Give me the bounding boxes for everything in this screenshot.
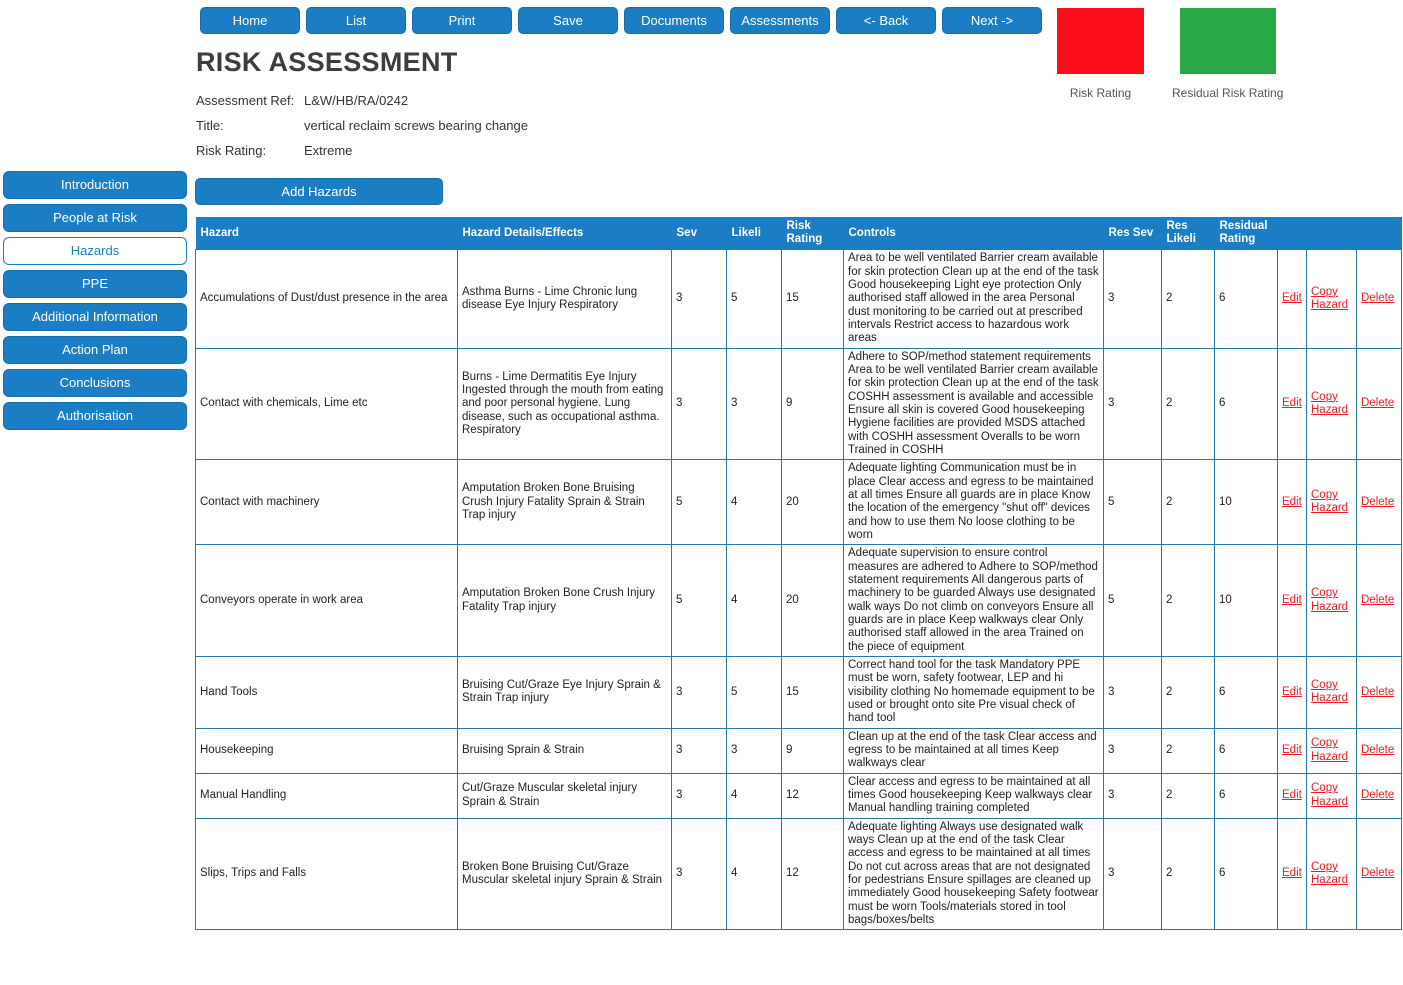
delete-link[interactable]: Delete [1361, 292, 1395, 305]
sidebar-item-introduction[interactable]: Introduction [3, 171, 187, 199]
delete-link[interactable]: Delete [1361, 397, 1395, 410]
residual-risk-rating-swatch [1180, 8, 1276, 74]
cell-res_sev: 3 [1104, 250, 1162, 348]
col-header-residual-rating: Residual Rating [1215, 217, 1278, 250]
cell-likeli: 5 [727, 656, 782, 728]
cell-details: Asthma Burns - Lime Chronic lung disease Eye Injury Respiratory [458, 250, 672, 348]
assessment-meta [196, 93, 528, 168]
cell-hazard: Manual Handling [196, 773, 458, 818]
cell-action-delete [1357, 545, 1402, 657]
cell-action-delete [1357, 250, 1402, 348]
cell-details: Bruising Sprain & Strain [458, 728, 672, 773]
cell-action-delete [1357, 773, 1402, 818]
edit-link[interactable]: Edit [1282, 593, 1302, 606]
cell-action-delete [1357, 656, 1402, 728]
cell-hazard: Housekeeping [196, 728, 458, 773]
cell-controls: Adequate supervision to ensure control measures are adhered to Adhere to SOP/method statement requirements All dangerous parts of machinery to be guarded Always use designated walk ways Do not climb on conveyors Ensure all guards are in place Keep walkways clear Only authorised staff allowed in the area Trained on the piece of equipment [844, 545, 1104, 657]
cell-res_sev: 3 [1104, 773, 1162, 818]
cell-action-edit [1278, 545, 1307, 657]
toolbar-button-home[interactable]: Home [200, 7, 300, 34]
cell-controls: Adequate lighting Communication must be in place Clear access and egress to be maintained at all times Ensure all guards are in place Know the location of the emergency "shut off" devices and how to use them No loose clothing to be worn [844, 460, 1104, 545]
copy-link[interactable]: Copy Hazard [1311, 587, 1349, 613]
hazard-row [196, 348, 1402, 460]
col-header-hazard: Hazard [196, 217, 458, 250]
cell-action-edit [1278, 348, 1307, 460]
cell-risk: 15 [782, 250, 844, 348]
toolbar-button-assessments[interactable]: Assessments [730, 7, 830, 34]
sidebar-item-hazards[interactable]: Hazards [3, 237, 187, 265]
cell-sev: 3 [672, 773, 727, 818]
cell-action-copy [1307, 773, 1357, 818]
cell-risk: 12 [782, 818, 844, 930]
cell-action-copy [1307, 348, 1357, 460]
cell-hazard: Contact with machinery [196, 460, 458, 545]
cell-residual: 10 [1215, 460, 1278, 545]
toolbar-button-list[interactable]: List [306, 7, 406, 34]
cell-action-delete [1357, 728, 1402, 773]
cell-sev: 3 [672, 728, 727, 773]
cell-res_sev: 3 [1104, 656, 1162, 728]
toolbar-button-save[interactable]: Save [518, 7, 618, 34]
hazard-row [196, 728, 1402, 773]
cell-risk: 12 [782, 773, 844, 818]
cell-action-copy [1307, 728, 1357, 773]
cell-action-delete [1357, 348, 1402, 460]
col-header-res-sev: Res Sev [1104, 217, 1162, 250]
hazard-row [196, 656, 1402, 728]
cell-details: Burns - Lime Dermatitis Eye Injury Ingested through the mouth from eating and poor personal hygiene. Lung disease, such as occupational asthma. Respiratory [458, 348, 672, 460]
col-header-likeli: Likeli [727, 217, 782, 250]
sidebar-item-additional-information[interactable]: Additional Information [3, 303, 187, 331]
cell-action-copy [1307, 545, 1357, 657]
edit-link[interactable]: Edit [1282, 685, 1302, 698]
hazard-row [196, 460, 1402, 545]
hazard-row [196, 250, 1402, 348]
cell-likeli: 3 [727, 728, 782, 773]
col-header-delete-actions [1357, 217, 1402, 250]
cell-res_likeli: 2 [1162, 728, 1215, 773]
cell-sev: 5 [672, 545, 727, 657]
sidebar [3, 171, 187, 430]
cell-hazard: Conveyors operate in work area [196, 545, 458, 657]
copy-link[interactable]: Copy Hazard [1311, 489, 1349, 515]
copy-link[interactable]: Copy Hazard [1311, 285, 1349, 312]
cell-sev: 3 [672, 250, 727, 348]
cell-action-edit [1278, 728, 1307, 773]
cell-action-copy [1307, 656, 1357, 728]
delete-link[interactable]: Delete [1361, 495, 1395, 508]
cell-residual: 6 [1215, 773, 1278, 818]
hazard-row [196, 818, 1402, 930]
col-header-controls: Controls [844, 217, 1104, 250]
cell-details: Amputation Broken Bone Bruising Crush Injury Fatality Sprain & Strain Trap injury [458, 460, 672, 545]
col-header-details: Hazard Details/Effects [458, 217, 672, 250]
copy-link[interactable]: Copy Hazard [1311, 737, 1349, 763]
cell-risk: 15 [782, 656, 844, 728]
cell-residual: 6 [1215, 348, 1278, 460]
cell-risk: 20 [782, 545, 844, 657]
copy-link[interactable]: Copy Hazard [1311, 860, 1349, 886]
col-header-risk-rating: Risk Rating [782, 217, 844, 250]
cell-details: Amputation Broken Bone Crush Injury Fatality Trap injury [458, 545, 672, 657]
copy-link[interactable]: Copy Hazard [1311, 782, 1349, 808]
add-hazards-button[interactable]: Add Hazards [195, 178, 443, 205]
cell-risk: 20 [782, 460, 844, 545]
edit-link[interactable]: Edit [1282, 495, 1302, 508]
cell-risk: 9 [782, 348, 844, 460]
cell-action-edit [1278, 773, 1307, 818]
residual-risk-rating-legend-label: Residual Risk Rating [1172, 86, 1284, 100]
cell-likeli: 4 [727, 545, 782, 657]
risk-rating-swatch [1057, 8, 1144, 74]
delete-link[interactable]: Delete [1361, 593, 1395, 606]
toolbar-button-print[interactable]: Print [412, 7, 512, 34]
risk-rating-legend [1057, 8, 1144, 100]
cell-risk: 9 [782, 728, 844, 773]
sidebar-item-ppe[interactable]: PPE [3, 270, 187, 298]
col-header-sev: Sev [672, 217, 727, 250]
edit-link[interactable]: Edit [1282, 397, 1302, 410]
cell-action-edit [1278, 250, 1307, 348]
cell-details: Cut/Graze Muscular skeletal injury Sprain & Strain [458, 773, 672, 818]
cell-controls: Correct hand tool for the task Mandatory PPE must be worn, safety footwear, LEP and hi visibility clothing No homemade equipment to be used or brought onto site Pre visual check of hand tool [844, 656, 1104, 728]
cell-res_likeli: 2 [1162, 773, 1215, 818]
hazards-table-header [196, 217, 1402, 250]
cell-details: Broken Bone Bruising Cut/Graze Muscular skeletal injury Sprain & Strain [458, 818, 672, 930]
delete-link[interactable]: Delete [1361, 867, 1395, 880]
cell-res_likeli: 2 [1162, 348, 1215, 460]
hazard-rows [196, 250, 1402, 930]
edit-link[interactable]: Edit [1282, 292, 1302, 305]
cell-action-delete [1357, 460, 1402, 545]
sidebar-item-conclusions[interactable]: Conclusions [3, 369, 187, 397]
cell-res_likeli: 2 [1162, 460, 1215, 545]
cell-residual: 6 [1215, 250, 1278, 348]
cell-residual: 10 [1215, 545, 1278, 657]
cell-likeli: 4 [727, 460, 782, 545]
copy-link[interactable]: Copy Hazard [1311, 678, 1349, 705]
edit-link[interactable]: Edit [1282, 788, 1302, 801]
risk-rating-legend-label: Risk Rating [1069, 86, 1132, 100]
cell-details: Bruising Cut/Graze Eye Injury Sprain & Strain Trap injury [458, 656, 672, 728]
cell-controls: Clean up at the end of the task Clear access and egress to be maintained at all times Keep walkways clear [844, 728, 1104, 773]
cell-residual: 6 [1215, 728, 1278, 773]
cell-res_likeli: 2 [1162, 250, 1215, 348]
cell-action-edit [1278, 818, 1307, 930]
toolbar-button-next[interactable]: Next -> [942, 7, 1042, 34]
cell-action-copy [1307, 818, 1357, 930]
cell-sev: 3 [672, 348, 727, 460]
assessment-title-label: Title: [196, 118, 224, 133]
cell-res_likeli: 2 [1162, 818, 1215, 930]
cell-controls: Clear access and egress to be maintained at all times Good housekeeping Keep walkways clear Manual handling training completed [844, 773, 1104, 818]
hazards-table [195, 217, 1402, 930]
residual-risk-rating-legend [1172, 8, 1283, 100]
cell-res_sev: 3 [1104, 348, 1162, 460]
delete-link[interactable]: Delete [1361, 685, 1395, 698]
sidebar-item-authorisation[interactable]: Authorisation [3, 402, 187, 430]
hazard-row [196, 773, 1402, 818]
cell-controls: Adequate lighting Always use designated walk ways Clean up at the end of the task Clear access and egress to be maintained at all times Do not cut across areas that are not designated for pedestrians Ensure spillages are cleaned up immediately Good housekeeping Safety footwear must be worn Tools/materials stored in tool bags/boxes/belts [844, 818, 1104, 930]
risk-rating-label: Risk Rating: [196, 143, 267, 158]
toolbar-button-back[interactable]: <- Back [836, 7, 936, 34]
col-header-res-likeli: Res Likeli [1162, 217, 1215, 250]
cell-res_likeli: 2 [1162, 545, 1215, 657]
assessment-ref-label: Assessment Ref: [196, 93, 295, 108]
page-title: RISK ASSESSMENT [196, 47, 458, 77]
assessment-ref-value: L&W/HB/RA/0242 [304, 93, 409, 108]
cell-action-copy [1307, 460, 1357, 545]
cell-sev: 5 [672, 460, 727, 545]
col-header-copy-actions [1307, 217, 1357, 250]
risk-rating-value: Extreme [304, 143, 353, 158]
toolbar [200, 7, 1042, 34]
cell-action-copy [1307, 250, 1357, 348]
cell-res_sev: 3 [1104, 818, 1162, 930]
hazard-row [196, 545, 1402, 657]
main-content [195, 178, 1401, 930]
cell-sev: 3 [672, 656, 727, 728]
cell-controls: Adhere to SOP/method statement requirements Area to be well ventilated Barrier cream available for skin protection Clean up at the end of the task COSHH assessment is available and accessible Ensure all skin is covered Good housekeeping Hygiene facilities are provided MSDS attached with COSHH assessment Overalls to be worn Trained in COSHH [844, 348, 1104, 460]
cell-residual: 6 [1215, 656, 1278, 728]
delete-link[interactable]: Delete [1361, 788, 1395, 801]
cell-hazard: Hand Tools [196, 656, 458, 728]
cell-hazard: Accumulations of Dust/dust presence in the area [196, 250, 458, 348]
cell-sev: 3 [672, 818, 727, 930]
cell-res_sev: 5 [1104, 545, 1162, 657]
cell-action-edit [1278, 460, 1307, 545]
cell-residual: 6 [1215, 818, 1278, 930]
sidebar-item-action-plan[interactable]: Action Plan [3, 336, 187, 364]
cell-likeli: 4 [727, 818, 782, 930]
cell-res_sev: 3 [1104, 728, 1162, 773]
cell-hazard: Slips, Trips and Falls [196, 818, 458, 930]
cell-controls: Area to be well ventilated Barrier cream available for skin protection Clean up at the end of the task Good housekeeping Light eye protection Only authorised staff allowed in the area Personal dust monitoring to be carried out at prescribed intervals Restrict access to hazardous work areas [844, 250, 1104, 348]
cell-res_sev: 5 [1104, 460, 1162, 545]
cell-likeli: 4 [727, 773, 782, 818]
copy-link[interactable]: Copy Hazard [1311, 390, 1349, 417]
edit-link[interactable]: Edit [1282, 743, 1302, 756]
col-header-edit-actions [1278, 217, 1307, 250]
assessment-title-value: vertical reclaim screws bearing change [304, 118, 528, 133]
cell-action-delete [1357, 818, 1402, 930]
delete-link[interactable]: Delete [1361, 743, 1395, 756]
cell-hazard: Contact with chemicals, Lime etc [196, 348, 458, 460]
cell-likeli: 3 [727, 348, 782, 460]
sidebar-item-people-at-risk[interactable]: People at Risk [3, 204, 187, 232]
cell-action-edit [1278, 656, 1307, 728]
cell-res_likeli: 2 [1162, 656, 1215, 728]
toolbar-button-documents[interactable]: Documents [624, 7, 724, 34]
cell-likeli: 5 [727, 250, 782, 348]
edit-link[interactable]: Edit [1282, 867, 1302, 880]
